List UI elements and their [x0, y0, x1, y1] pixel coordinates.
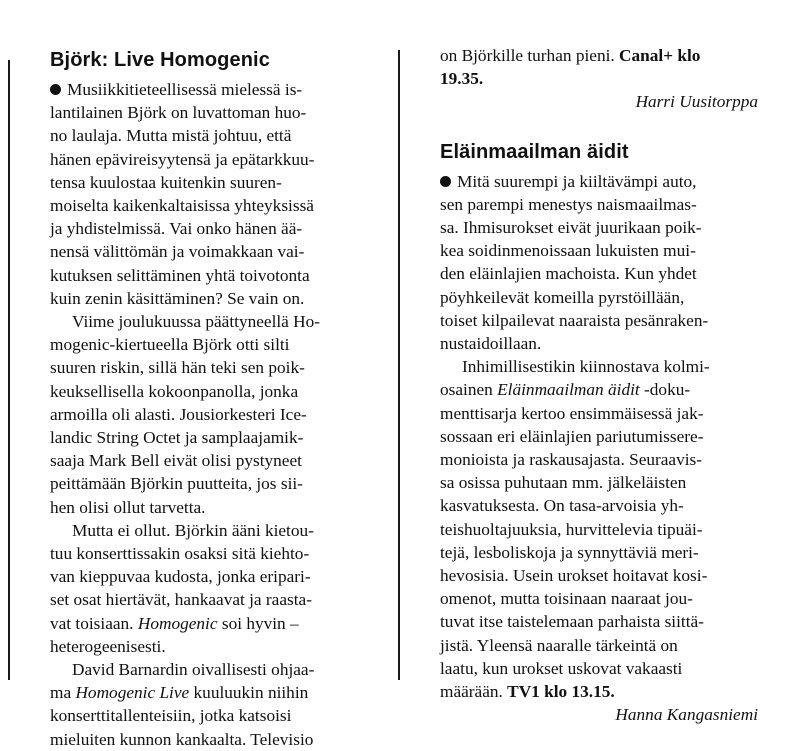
text-line: Viime joulukuussa päättyneellä Ho-	[72, 312, 321, 332]
text-line: heterogeenisesti.	[50, 636, 166, 656]
text-line: sossaan eri eläinlajien pariutumissere-	[440, 426, 704, 446]
text-line: kutuksen selittäminen yhtä toivotonta	[50, 265, 310, 285]
text-line: vat toisiaan. Homogenic soi hyvin –	[50, 613, 299, 633]
text-line: teishuoltajuuksia, hurvittelevia tipuäi-	[440, 519, 703, 539]
article2-paragraph-2	[440, 355, 758, 726]
text-line: kuin zenin käsittäminen? Se vain on.	[50, 288, 305, 308]
album-title-italic: Homogenic	[137, 613, 218, 633]
text-line: tuu konserttissakin osaksi sitä kiehto-	[50, 544, 310, 564]
film-title-italic: Homogenic Live	[75, 683, 190, 703]
article2-paragraph-1	[440, 170, 758, 356]
text-line: mogenic-kiertueella Björk otti silti	[50, 335, 290, 355]
text-line: ma Homogenic Live kuuluukin niihin	[50, 683, 309, 703]
column-left	[50, 44, 368, 751]
text-line: peittämään Björkin puutteita, jos sii-	[50, 474, 303, 494]
left-column-rule	[8, 60, 10, 680]
bullet-icon	[50, 84, 61, 95]
text-line: landic String Octet ja samplaajamik-	[50, 428, 304, 448]
text-line: moiselta kaikenkaltaisissa yhteyksissä	[50, 196, 314, 216]
text-line	[440, 67, 758, 90]
column-divider	[398, 50, 400, 680]
text-line: omenot, mutta toisinaan naaraat jou-	[440, 589, 693, 609]
text-line: kea soidinmenoissaan lukuisten mui-	[440, 241, 696, 261]
article1-paragraph-1	[50, 78, 368, 310]
text-line: mieluiten kunnon kankaalta. Televisio	[50, 729, 314, 749]
broadcast-info: TV1 klo 13.15.	[507, 682, 615, 702]
byline-harri-uusitorppa: Harri Uusitorppa	[635, 92, 758, 112]
broadcast-time: 19.35.	[440, 69, 484, 89]
text-line: osainen Eläinmaailman äidit -doku-	[440, 380, 691, 400]
text-line: Mitä suurempi ja kiiltävämpi auto,	[440, 170, 758, 193]
text-line: Musiikkitieteellisessä mielessä is-	[50, 78, 368, 101]
text-line: kasvatuksesta. On tasa-arvoisia yh-	[440, 496, 684, 516]
column-right	[440, 44, 758, 726]
text-line: Inhimillisestikin kiinnostava kolmi-	[462, 357, 710, 377]
text-line: nustaidoillaan.	[440, 334, 542, 354]
article1-paragraph-4	[50, 658, 368, 751]
text-line: jistä. Yleensä naaralle tärkeintä on	[440, 635, 678, 655]
text-line: keuksellisella kokoonpanolla, jonka	[50, 381, 299, 401]
text-line: sen parempi menestys naismaailmas-	[440, 194, 697, 214]
text-line: no laulaja. Mutta mistä johtuu, että	[50, 126, 292, 146]
text-line: määrään. TV1 klo 13.15.	[440, 682, 615, 702]
text-line: armoilla oli alasti. Jousiorkesteri Ice-	[50, 404, 307, 424]
text-line: on Björkille turhan pieni. Canal+ klo	[440, 46, 701, 65]
text-line: set osat hiertävät, hankaavat ja raasta-	[50, 590, 312, 610]
text-line: pöyhkeilevät komeilla pyrstöillään,	[440, 287, 685, 307]
article1-paragraph-2	[50, 310, 368, 519]
series-title-italic: Eläinmaailman äidit	[497, 380, 640, 400]
text-line: lantilainen Björk on luvattoman huo-	[50, 103, 307, 123]
text-line: tejä, lesboliskoja ja synnyttäviä meri-	[440, 542, 699, 562]
text-line: tuvat itse taistelemaan parhaista siittä-	[440, 612, 704, 632]
text-line: tensa kuulostaa kuitenkin suuren-	[50, 172, 282, 192]
article-title-bjork: Björk: Live Homogenic	[50, 49, 270, 71]
text-line: ja yhdistelmissä. Vai onko hänen ää-	[50, 219, 303, 239]
text-line: hen olisi ollut tarvetta.	[50, 497, 206, 517]
bullet-icon	[440, 176, 451, 187]
text-line: menttisarja kertoo ensimmäisessä jak-	[440, 403, 704, 423]
article1-continuation	[440, 44, 758, 114]
text-line: hänen epävireisyytensä ja epätarkkuu-	[50, 149, 315, 169]
article-title-elainmaailman-aidit: Eläinmaailman äidit	[440, 140, 629, 163]
text-line: sa. Ihmisurokset eivät juurikaan poik-	[440, 218, 702, 238]
broadcast-info: Canal+ klo	[619, 46, 701, 65]
byline-hanna-kangasniemi: Hanna Kangasniemi	[615, 705, 758, 725]
text-line: laatu, kun urokset uskovat vakaasti	[440, 658, 683, 678]
text-line: van kieppuvaa kudosta, jonka eripari-	[50, 567, 311, 587]
text-line: hevosisia. Usein urokset hoitavat kosi-	[440, 566, 708, 586]
text-line: konserttitallenteisiin, jotka katsoisi	[50, 706, 292, 726]
text-line: den eläinlajien machoista. Kun yhdet	[440, 264, 697, 284]
article1-paragraph-3	[50, 519, 368, 658]
text-line: sa osissa puhutaan mm. jälkeläisten	[440, 473, 687, 493]
text-line: toiset kilpailevat naaraista pesänraken-	[440, 310, 709, 330]
text-line: nensä välittömän ja voimakkaan vai-	[50, 242, 305, 262]
text-line: David Barnardin oivallisesti ohjaa-	[72, 660, 315, 680]
text-line: Mutta ei ollut. Björkin ääni kietou-	[72, 520, 314, 540]
text-line: saaja Mark Bell eivät olisi pystyneet	[50, 451, 302, 471]
text-line: suuren riskin, sillä hän teki sen poik-	[50, 358, 305, 378]
text-line: monioista ja raskausajasta. Seuraavis-	[440, 450, 703, 470]
